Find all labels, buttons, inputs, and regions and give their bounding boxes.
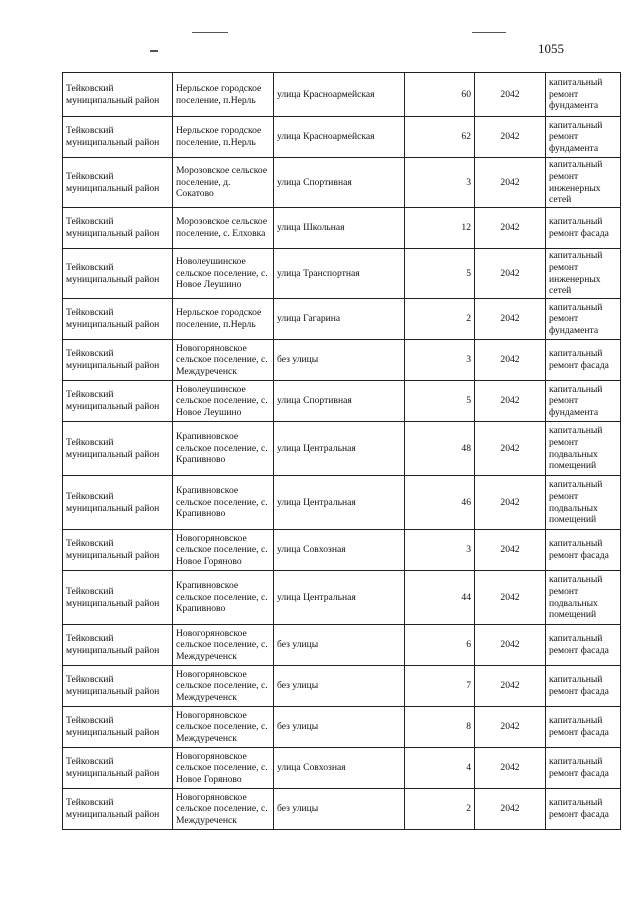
work-type-cell: капитальный ремонт подвальных помещений [546, 476, 621, 530]
table-body [63, 73, 621, 830]
street-cell: улица Центральная [274, 476, 405, 530]
table-row [63, 117, 621, 158]
house-number-cell: 5 [405, 249, 475, 299]
work-type-cell: капитальный ремонт фасада [546, 340, 621, 381]
house-number-cell: 60 [405, 73, 475, 117]
work-type-cell: капитальный ремонт фундамента [546, 73, 621, 117]
settlement-cell: Новогоряновское сельское поселение, с. Междуреченск [173, 340, 274, 381]
district-cell: Тейковский муниципальный район [63, 158, 173, 208]
settlement-cell: Крапивновское сельское поселение, с. Крапивново [173, 476, 274, 530]
work-type-cell: капитальный ремонт фасада [546, 748, 621, 789]
table-row [63, 571, 621, 625]
table-row [63, 208, 621, 249]
table-row [63, 789, 621, 830]
house-number-cell: 62 [405, 117, 475, 158]
street-cell: без улицы [274, 707, 405, 748]
work-type-cell: капитальный ремонт фундамента [546, 381, 621, 422]
street-cell: улица Школьная [274, 208, 405, 249]
street-cell: улица Спортивная [274, 158, 405, 208]
year-cell: 2042 [475, 299, 546, 340]
district-cell: Тейковский муниципальный район [63, 73, 173, 117]
house-number-cell: 6 [405, 625, 475, 666]
house-number-cell: 12 [405, 208, 475, 249]
settlement-cell: Новогоряновское сельское поселение, с. Новое Горяново [173, 748, 274, 789]
district-cell: Тейковский муниципальный район [63, 249, 173, 299]
scan-mark [192, 32, 228, 33]
year-cell: 2042 [475, 381, 546, 422]
house-number-cell: 3 [405, 340, 475, 381]
table-row [63, 340, 621, 381]
settlement-cell: Новогоряновское сельское поселение, с. Междуреченск [173, 625, 274, 666]
work-type-cell: капитальный ремонт фундамента [546, 299, 621, 340]
house-number-cell: 2 [405, 299, 475, 340]
settlement-cell: Новолеушинское сельское поселение, с. Новое Леушино [173, 381, 274, 422]
street-cell: улица Спортивная [274, 381, 405, 422]
house-number-cell: 3 [405, 158, 475, 208]
housing-repair-table [62, 72, 621, 830]
work-type-cell: капитальный ремонт подвальных помещений [546, 571, 621, 625]
district-cell: Тейковский муниципальный район [63, 117, 173, 158]
work-type-cell: капитальный ремонт инженерных сетей [546, 249, 621, 299]
district-cell: Тейковский муниципальный район [63, 381, 173, 422]
year-cell: 2042 [475, 666, 546, 707]
settlement-cell: Нерльское городское поселение, п.Нерль [173, 117, 274, 158]
table-row [63, 381, 621, 422]
street-cell: улица Центральная [274, 422, 405, 476]
house-number-cell: 4 [405, 748, 475, 789]
settlement-cell: Новогоряновское сельское поселение, с. Междуреченск [173, 666, 274, 707]
work-type-cell: капитальный ремонт фасада [546, 208, 621, 249]
year-cell: 2042 [475, 208, 546, 249]
year-cell: 2042 [475, 530, 546, 571]
table-row [63, 73, 621, 117]
house-number-cell: 2 [405, 789, 475, 830]
district-cell: Тейковский муниципальный район [63, 530, 173, 571]
street-cell: улица Транспортная [274, 249, 405, 299]
settlement-cell: Нерльское городское поселение, п.Нерль [173, 73, 274, 117]
street-cell: улица Красноармейская [274, 73, 405, 117]
table-row [63, 158, 621, 208]
district-cell: Тейковский муниципальный район [63, 476, 173, 530]
district-cell: Тейковский муниципальный район [63, 707, 173, 748]
district-cell: Тейковский муниципальный район [63, 299, 173, 340]
year-cell: 2042 [475, 571, 546, 625]
street-cell: без улицы [274, 340, 405, 381]
district-cell: Тейковский муниципальный район [63, 571, 173, 625]
house-number-cell: 8 [405, 707, 475, 748]
street-cell: без улицы [274, 666, 405, 707]
work-type-cell: капитальный ремонт фасада [546, 666, 621, 707]
house-number-cell: 5 [405, 381, 475, 422]
year-cell: 2042 [475, 73, 546, 117]
district-cell: Тейковский муниципальный район [63, 748, 173, 789]
house-number-cell: 7 [405, 666, 475, 707]
district-cell: Тейковский муниципальный район [63, 625, 173, 666]
street-cell: улица Красноармейская [274, 117, 405, 158]
work-type-cell: капитальный ремонт подвальных помещений [546, 422, 621, 476]
house-number-cell: 46 [405, 476, 475, 530]
district-cell: Тейковский муниципальный район [63, 340, 173, 381]
settlement-cell: Новогоряновское сельское поселение, с. Междуреченск [173, 707, 274, 748]
district-cell: Тейковский муниципальный район [63, 422, 173, 476]
settlement-cell: Морозовское сельское поселение, д. Сокатово [173, 158, 274, 208]
year-cell: 2042 [475, 789, 546, 830]
scan-mark [472, 32, 506, 33]
table-row [63, 249, 621, 299]
work-type-cell: капитальный ремонт фасада [546, 530, 621, 571]
district-cell: Тейковский муниципальный район [63, 789, 173, 830]
street-cell: улица Совхозная [274, 530, 405, 571]
settlement-cell: Крапивновское сельское поселение, с. Крапивново [173, 571, 274, 625]
year-cell: 2042 [475, 625, 546, 666]
year-cell: 2042 [475, 158, 546, 208]
year-cell: 2042 [475, 748, 546, 789]
year-cell: 2042 [475, 422, 546, 476]
year-cell: 2042 [475, 117, 546, 158]
district-cell: Тейковский муниципальный район [63, 666, 173, 707]
work-type-cell: капитальный ремонт фасада [546, 789, 621, 830]
house-number-cell: 44 [405, 571, 475, 625]
table-row [63, 748, 621, 789]
year-cell: 2042 [475, 476, 546, 530]
house-number-cell: 48 [405, 422, 475, 476]
work-type-cell: капитальный ремонт инженерных сетей [546, 158, 621, 208]
table-row [63, 666, 621, 707]
table-row [63, 625, 621, 666]
table-row [63, 476, 621, 530]
street-cell: без улицы [274, 625, 405, 666]
year-cell: 2042 [475, 249, 546, 299]
house-number-cell: 3 [405, 530, 475, 571]
street-cell: улица Гагарина [274, 299, 405, 340]
work-type-cell: капитальный ремонт фундамента [546, 117, 621, 158]
street-cell: улица Центральная [274, 571, 405, 625]
settlement-cell: Морозовское сельское поселение, с. Елховка [173, 208, 274, 249]
district-cell: Тейковский муниципальный район [63, 208, 173, 249]
settlement-cell: Новогоряновское сельское поселение, с. Междуреченск [173, 789, 274, 830]
settlement-cell: Крапивновское сельское поселение, с. Крапивново [173, 422, 274, 476]
street-cell: улица Совхозная [274, 748, 405, 789]
year-cell: 2042 [475, 340, 546, 381]
street-cell: без улицы [274, 789, 405, 830]
work-type-cell: капитальный ремонт фасада [546, 625, 621, 666]
table-row [63, 422, 621, 476]
page-number: 1055 [538, 41, 564, 56]
settlement-cell: Новогоряновское сельское поселение, с. Новое Горяново [173, 530, 274, 571]
table-row [63, 299, 621, 340]
scan-mark [150, 50, 158, 52]
settlement-cell: Новолеушинское сельское поселение, с. Новое Леушино [173, 249, 274, 299]
year-cell: 2042 [475, 707, 546, 748]
table-row [63, 530, 621, 571]
work-type-cell: капитальный ремонт фасада [546, 707, 621, 748]
table-row [63, 707, 621, 748]
settlement-cell: Нерльское городское поселение, п.Нерль [173, 299, 274, 340]
